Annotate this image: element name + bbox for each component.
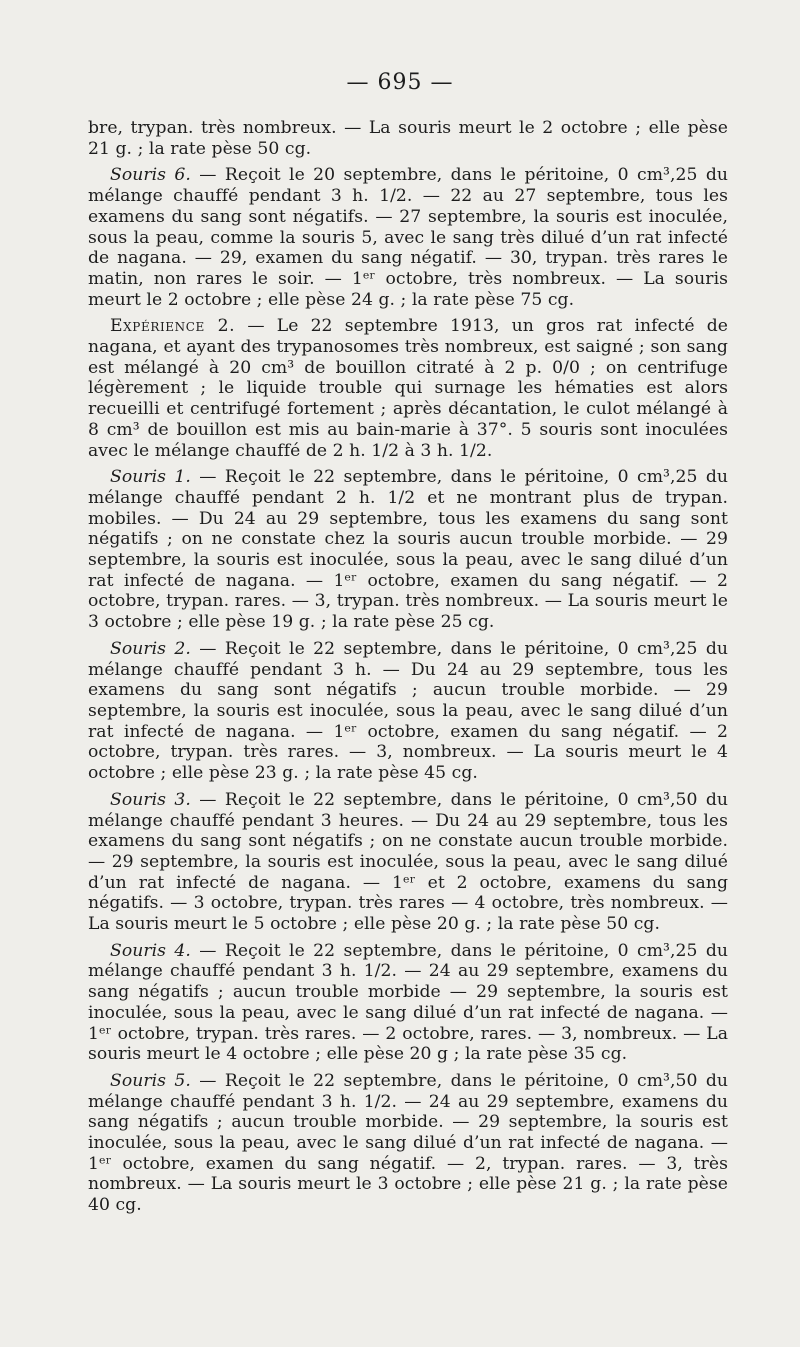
paragraph-souris-2 — [88, 639, 728, 784]
paragraph-label: Souris 3. — [110, 789, 191, 810]
paragraph-continuation — [88, 118, 728, 159]
paragraph-label: Souris 5. — [110, 1070, 191, 1091]
paragraph-label: Souris 6. — [110, 165, 191, 186]
paragraph-label: Expérience 2. — [110, 316, 236, 337]
paragraph-label: Souris 1. — [110, 467, 191, 488]
paragraph-souris-1 — [88, 467, 728, 633]
paragraph-label: Souris 4. — [110, 940, 191, 961]
paragraph-label: Souris 2. — [110, 638, 191, 659]
paragraph-experience-2 — [88, 316, 728, 461]
paragraph-text: bre, trypan. très nombreux. — La souris meurt le 2 octobre ; elle pèse 21 g. ; la rate pèse 50 cg. — [88, 118, 728, 159]
page-number: — 695 — — [346, 70, 454, 95]
paragraph-souris-4 — [88, 941, 728, 1065]
paragraph-text: — Reçoit le 22 septembre, dans le péritoine, 0 cm³,25 du mélange chauffé pendant 2 h. 1/2 et ne montrant plus de trypan. mobiles. — Du 24 au 29 septembre, tous les examens du sang sont négatifs ; on ne constate chez la souris aucun trouble morbide. — 29 septembre, la souris est inoculée, sous la peau, avec le sang dilué d’un rat infecté de nagana. — 1ᵉʳ octobre, examen du sang négatif. — 2 octobre, trypan. rares. — 3, trypan. très nombreux. — La souris meurt le 3 octobre ; elle pèse 19 g. ; la rate pèse 25 cg. — [88, 467, 729, 633]
paragraph-text: — Reçoit le 22 septembre, dans le péritoine, 0 cm³,25 du mélange chauffé pendant 3 h. — Du 24 au 29 septembre, tous les examens du sang sont négatifs ; aucun trouble morbide. — 29 septembre, la souris est inoculée, sous la peau, avec le sang dilué d’un rat infecté de nagana. — 1ᵉʳ octobre, examen du sang négatif. — 2 octobre, trypan. très rares. — 3, nombreux. — La souris meurt le 4 octobre ; elle pèse 23 g. ; la rate pèse 45 cg. — [88, 638, 729, 784]
paragraph-text: — Reçoit le 20 septembre, dans le péritoine, 0 cm³,25 du mélange chauffé pendant 3 h. 1/2. — 22 au 27 septembre, tous les examens du sang sont négatifs. — 27 septembre, la souris est inoculée, sous la peau, comme la souris 5, avec le sang très dilué d’un rat infecté de nagana. — 29, examen du sang négatif. — 30, trypan. très rares le matin, non rares le soir. — 1ᵉʳ octobre, très nombreux. — La souris meurt le 2 octobre ; elle pèse 24 g. ; la rate pèse 75 cg. — [88, 165, 729, 310]
paragraph-text: — Le 22 septembre 1913, un gros rat infecté de nagana, et ayant des trypanosomes très nombreux, est saigné ; son sang est mélangé à 20 cm³ de bouillon citraté à 2 p. 0/0 ; on centrifuge légèrement ; le liquide trouble qui surnage les hématies est alors recueilli et centrifugé fortement ; après décantation, le culot mélangé à 8 cm³ de bouillon est mis au bain-marie à 37°. 5 souris sont inoculées avec le mélange chauffé de 2 h. 1/2 à 3 h. 1/2. — [88, 316, 729, 461]
paragraph-text: — Reçoit le 22 septembre, dans le péritoine, 0 cm³,50 du mélange chauffé pendant 3 heures. — Du 24 au 29 septembre, tous les examens du sang sont négatifs ; on ne constate aucun trouble morbide. — 29 septembre, la souris est inoculée, sous la peau, avec le sang dilué d’un rat infecté de nagana. — 1ᵉʳ et 2 octobre, examens du sang négatifs. — 3 octobre, trypan. très rares — 4 octobre, très nombreux. — La souris meurt le 5 octobre ; elle pèse 20 g. ; la rate pèse 50 cg. — [88, 789, 729, 935]
paragraph-text: — Reçoit le 22 septembre, dans le péritoine, 0 cm³,50 du mélange chauffé pendant 3 h. 1/2. — 24 au 29 septembre, examens du sang négatifs ; aucun trouble morbide. — 29 septembre, la souris est inoculée, sous la peau, avec le sang dilué d’un rat infecté de nagana. — 1ᵉʳ octobre, examen du sang négatif. — 2, trypan. rares. — 3, très nombreux. — La souris meurt le 3 octobre ; elle pèse 21 g. ; la rate pèse 40 cg. — [88, 1070, 729, 1216]
body-text — [88, 118, 728, 1222]
paragraph-souris-6 — [88, 165, 728, 310]
paragraph-text: — Reçoit le 22 septembre, dans le péritoine, 0 cm³,25 du mélange chauffé pendant 3 h. 1/2. — 24 au 29 septembre, examens du sang négatifs ; aucun trouble morbide — 29 septembre, la souris est inoculée, sous la peau, avec le sang dilué d’un rat infecté de nagana. — 1ᵉʳ octobre, trypan. très rares. — 2 octobre, rares. — 3, nombreux. — La souris meurt le 4 octobre ; elle pèse 20 g ; la rate pèse 35 cg. — [88, 940, 729, 1065]
paragraph-souris-5 — [88, 1071, 728, 1216]
paragraph-souris-3 — [88, 790, 728, 935]
